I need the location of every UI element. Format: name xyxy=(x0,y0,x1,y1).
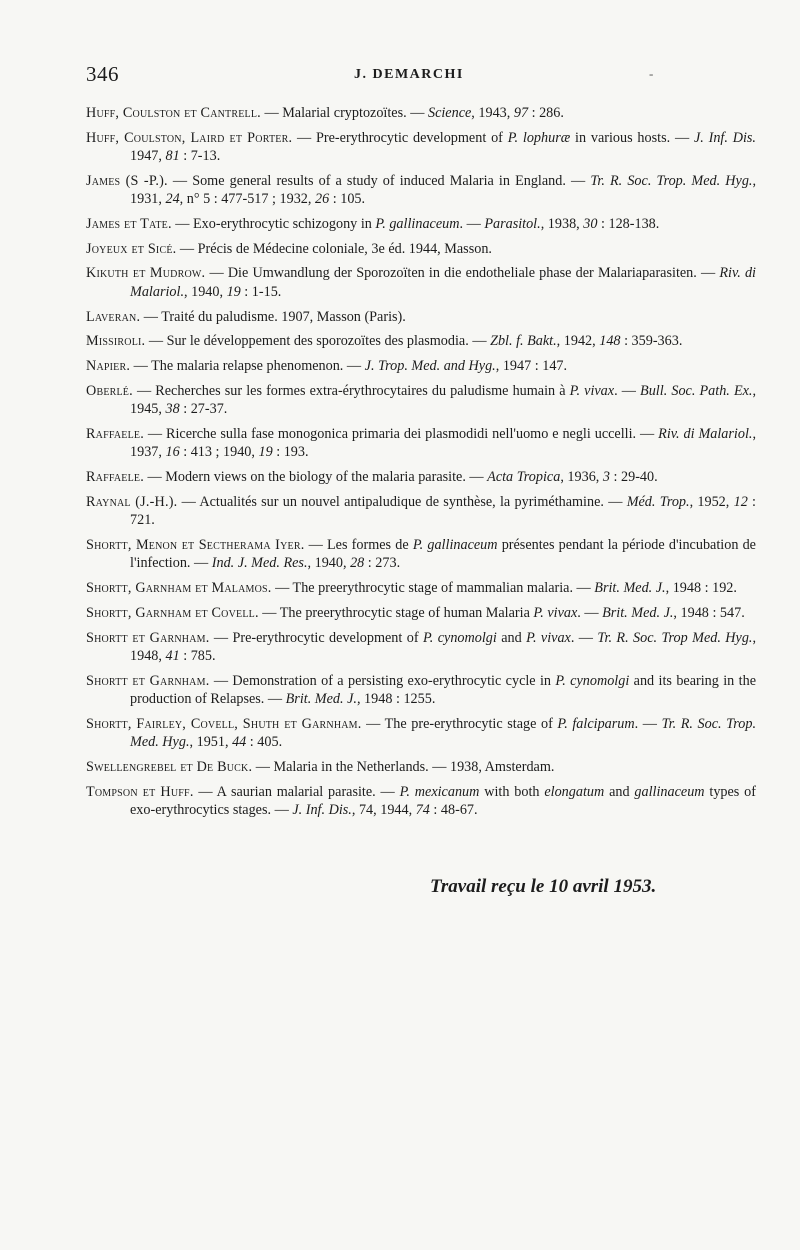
reference-text: , 1948 : 192. xyxy=(665,580,737,597)
reference-authors: Kikuth et Mudrow. xyxy=(86,265,206,282)
reference-authors: Raffaele. xyxy=(86,425,144,442)
reference-text: : 193. xyxy=(272,444,309,461)
reference-text: 1947, xyxy=(130,148,166,165)
reference-entry xyxy=(86,215,756,234)
reference-authors: Joyeux et Sicé. xyxy=(86,240,177,257)
reference-italic-text: J. Inf. Dis. xyxy=(292,802,352,819)
running-title: J. DEMARCHI xyxy=(354,67,464,82)
reference-authors: Napier. xyxy=(86,358,131,374)
reference-text: : 48-67. xyxy=(429,802,478,819)
reference-text: , 1948, xyxy=(130,629,757,664)
reference-authors: Missiroli. xyxy=(86,333,146,350)
reference-text: : 273. xyxy=(364,555,401,572)
reference-text: — Les formes de xyxy=(304,536,413,553)
reference-authors: Huff, Coulston et Cantrell. xyxy=(86,105,261,121)
reference-entry xyxy=(86,382,756,419)
reference-italic-text: J. Trop. Med. and Hyg. xyxy=(364,358,496,374)
reference-italic-text: 12 xyxy=(733,493,748,510)
page-header xyxy=(86,62,706,92)
reference-entry xyxy=(86,468,756,487)
reference-text: , 1952, xyxy=(689,493,734,510)
reference-text: . — xyxy=(614,382,641,399)
reference-text: — Traité du paludisme. 1907, Masson (Paris). xyxy=(140,308,406,325)
reference-text: : 29-40. xyxy=(609,469,658,486)
reference-italic-text: Bull. Soc. Path. Ex. xyxy=(640,382,753,399)
reference-text: , 1936, xyxy=(560,469,603,486)
reference-text: , 1951, xyxy=(189,734,233,751)
reference-text: — Pre-erythrocytic development of xyxy=(292,129,508,146)
reference-text: , 1945, xyxy=(130,382,756,418)
reference-authors: Oberlé. xyxy=(86,382,133,399)
reference-italic-text: Riv. di Malariol. xyxy=(130,265,756,300)
reference-italic-text: P. vivax xyxy=(533,604,578,621)
reference-text: : 785. xyxy=(179,648,216,664)
reference-italic-text: P. gallinaceum xyxy=(412,536,498,553)
reference-text: . — xyxy=(634,715,662,732)
reference-italic-text: Tr. R. Soc. Trop Med. Hyg. xyxy=(597,629,753,646)
reference-italic-text: 19 xyxy=(226,283,241,300)
reference-italic-text: P. falciparum xyxy=(557,715,635,732)
reference-text: — Modern views on the biology of the malaria parasite. — xyxy=(143,469,488,486)
reference-authors: Raffaele. xyxy=(86,469,144,486)
reference-authors: Laveran. xyxy=(86,308,141,325)
reference-text: — Some general results of a study of induced Malaria in England. — xyxy=(167,172,591,189)
reference-text: — Sur le développement des sporozoïtes des plasmodia. — xyxy=(145,333,491,350)
reference-italic-text: Science xyxy=(427,105,472,121)
reference-italic-text: Riv. di Malariol. xyxy=(658,425,753,442)
page-number: 346 xyxy=(86,62,119,86)
reference-list xyxy=(86,104,756,826)
reference-text: — Malarial cryptozoïtes. — xyxy=(260,105,428,121)
reference-text: , 1947 : 147. xyxy=(495,358,568,374)
reference-italic-text: 38 xyxy=(165,401,180,418)
reference-text: , 1948 : 547. xyxy=(673,604,745,621)
reference-italic-text: Acta Tropica xyxy=(487,469,561,486)
reference-entry xyxy=(86,104,756,123)
reference-authors: Shortt, Fairley, Covell, Shuth et Garnham. xyxy=(86,715,362,732)
reference-text: : 128-138. xyxy=(597,216,660,233)
reference-text: , 74, 1944, xyxy=(351,802,416,819)
reference-italic-text: gallinaceum xyxy=(634,783,705,800)
reference-authors: Raynal (J.-H.). xyxy=(86,493,178,510)
reference-italic-text: Ind. J. Med. Res. xyxy=(211,555,308,572)
reference-italic-text: 148 xyxy=(599,333,621,350)
reference-text: : 286. xyxy=(528,105,564,121)
reference-text: types of exo-erythrocytics stages. — xyxy=(130,783,756,819)
reference-entry xyxy=(86,129,756,166)
reference-text: — Pre-erythrocytic development of xyxy=(209,629,423,646)
reference-italic-text: 41 xyxy=(165,648,180,664)
reference-italic-text: J. Inf. Dis. xyxy=(693,129,756,146)
reference-text: — Malaria in the Netherlands. — 1938, Amsterdam. xyxy=(252,759,555,776)
reference-text: , 1937, xyxy=(130,425,756,461)
reference-text: , 1948 : 1255. xyxy=(356,691,436,708)
reference-entry xyxy=(86,240,756,259)
reference-text: — Die Umwandlung der Sporozoïten in die endotheliale phase der Malariaparasiten. — xyxy=(205,265,720,282)
reference-italic-text: P. cynomolgi xyxy=(555,672,630,689)
reference-entry xyxy=(86,715,756,752)
reference-italic-text: elongatum xyxy=(544,783,605,800)
reference-italic-text: P. vivax xyxy=(569,382,615,399)
reference-text: : 721. xyxy=(130,493,757,529)
reference-italic-text: P. mexicanum xyxy=(399,783,480,800)
reference-italic-text: Tr. R. Soc. Trop. Med. Hyg. xyxy=(130,715,757,751)
reference-text: — The malaria relapse phenomenon. — xyxy=(130,358,365,374)
reference-italic-text: 97 xyxy=(513,105,529,121)
reference-italic-text: P. vivax xyxy=(526,629,571,646)
reference-text: . — xyxy=(570,629,598,646)
reference-entry xyxy=(86,332,756,351)
reference-italic-text: 19 xyxy=(258,444,273,461)
reference-text: — Exo-erythrocytic schizogony in xyxy=(171,216,376,233)
reference-italic-text: 3 xyxy=(602,469,610,486)
reference-text: and its bearing in the production of Relapses. — xyxy=(130,672,756,708)
reference-text: . — xyxy=(577,604,603,621)
reference-text: , 1938, xyxy=(540,216,584,233)
reference-entry xyxy=(86,172,756,209)
reference-authors: Tompson et Huff. xyxy=(86,783,194,800)
reference-entry xyxy=(86,672,756,709)
reference-authors: James et Tate. xyxy=(86,216,172,233)
reference-italic-text: P. lophuræ xyxy=(507,129,571,146)
reference-entry xyxy=(86,579,756,598)
reference-text: and xyxy=(496,629,527,646)
reference-italic-text: 26 xyxy=(315,191,330,208)
reference-text: — The pre-erythrocytic stage of xyxy=(361,715,558,732)
reference-authors: Shortt, Garnham et Malamos. xyxy=(86,580,272,597)
reference-text: in various hosts. — xyxy=(570,129,694,146)
reference-authors: Shortt et Garnham. xyxy=(86,629,210,646)
reference-text: présentes pendant la période d'incubation de l'infection. — xyxy=(130,536,756,572)
reference-text: — A saurian malarial parasite. — xyxy=(193,783,400,800)
reference-italic-text: 30 xyxy=(583,216,598,233)
reference-text: — The preerythrocytic stage of mammalian malaria. — xyxy=(271,580,595,597)
reference-italic-text: P. cynomolgi xyxy=(422,629,497,646)
reference-text: : 1-15. xyxy=(240,283,282,300)
header-mark: - xyxy=(649,66,654,81)
reference-entry xyxy=(86,425,756,462)
reference-italic-text: 44 xyxy=(232,734,247,751)
reference-text: : 405. xyxy=(246,734,283,751)
reference-text: and xyxy=(604,783,635,800)
reference-italic-text: Brit. Med. J. xyxy=(602,604,674,621)
reference-text: — Recherches sur les formes extra-érythrocytaires du paludisme humain à xyxy=(132,382,570,399)
reference-italic-text: 81 xyxy=(165,148,180,165)
reference-text: — Demonstration of a persisting exo-erythrocytic cycle in xyxy=(209,672,556,689)
reference-entry xyxy=(86,493,756,530)
reference-italic-text: Méd. Trop. xyxy=(626,493,690,510)
reference-text: — The preerythrocytic stage of human Malaria xyxy=(258,604,534,621)
reference-text: , 1940, xyxy=(307,555,351,572)
reference-entry xyxy=(86,536,756,573)
reference-entry xyxy=(86,783,756,820)
reference-authors: James (S -P.). xyxy=(86,172,168,189)
reference-authors: Swellengrebel et De Buck. xyxy=(86,759,253,776)
reference-italic-text: 24 xyxy=(165,191,180,208)
reference-italic-text: Brit. Med. J. xyxy=(594,580,666,597)
reference-entry xyxy=(86,357,756,376)
reference-entry xyxy=(86,604,756,623)
reference-text: . — xyxy=(459,216,485,233)
reference-authors: Shortt et Garnham. xyxy=(86,672,210,689)
received-date-note: Travail reçu le 10 avril 1953. xyxy=(430,876,657,897)
reference-text: — Ricerche sulla fase monogonica primaria dei plasmodidi nell'uomo e negli uccelli. — xyxy=(143,425,659,442)
reference-entry xyxy=(86,758,756,777)
reference-text: : 413 ; 1940, xyxy=(179,444,259,461)
reference-italic-text: Parasitol. xyxy=(484,216,541,233)
reference-text: , 1940, xyxy=(184,283,227,300)
reference-text: , 1931, xyxy=(130,172,757,208)
reference-italic-text: Tr. R. Soc. Trop. Med. Hyg. xyxy=(590,172,753,189)
reference-text: : 359-363. xyxy=(620,333,683,350)
reference-italic-text: Brit. Med. J. xyxy=(285,691,357,708)
reference-entry xyxy=(86,308,756,327)
reference-italic-text: Zbl. f. Bakt. xyxy=(490,333,557,350)
reference-text: , 1942, xyxy=(556,333,600,350)
reference-authors: Shortt, Menon et Sectherama Iyer. xyxy=(86,536,305,553)
reference-authors: Shortt, Garnham et Covell. xyxy=(86,604,259,621)
reference-italic-text: 28 xyxy=(350,555,365,572)
reference-text: — Actualités sur un nouvel antipaludique de synthèse, la pyriméthamine. — xyxy=(177,493,627,510)
reference-text: with both xyxy=(479,783,545,800)
reference-italic-text: P. gallinaceum xyxy=(375,216,460,233)
reference-text: , 1943, xyxy=(471,105,514,121)
reference-italic-text: 16 xyxy=(165,444,180,461)
reference-text: , n° 5 : 477-517 ; 1932, xyxy=(179,191,315,208)
reference-entry xyxy=(86,629,756,666)
reference-text: — Précis de Médecine coloniale, 3e éd. 1944, Masson. xyxy=(176,240,492,257)
reference-italic-text: 74 xyxy=(415,802,430,819)
reference-text: : 7-13. xyxy=(179,148,221,165)
reference-text: : 105. xyxy=(329,191,366,208)
reference-entry xyxy=(86,264,756,301)
reference-text: : 27-37. xyxy=(179,401,228,418)
reference-authors: Huff, Coulston, Laird et Porter. xyxy=(86,129,293,146)
